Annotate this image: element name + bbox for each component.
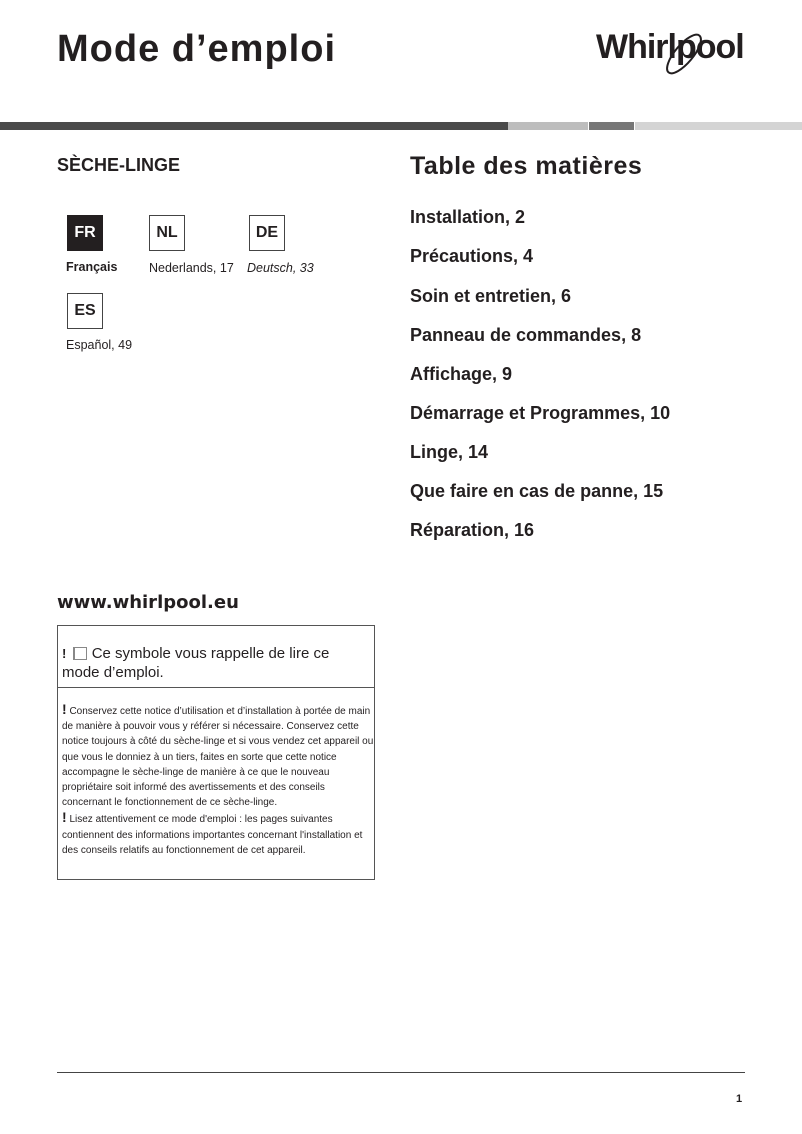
lang-nl[interactable]: NL bbox=[149, 215, 185, 251]
footer-divider bbox=[57, 1072, 745, 1073]
notice-box bbox=[57, 625, 375, 880]
toc-item[interactable]: Affichage, 9 bbox=[410, 364, 513, 384]
lang-fr-label: Français bbox=[66, 260, 118, 274]
warning-mark: ! bbox=[62, 701, 67, 717]
page-number: 1 bbox=[736, 1093, 743, 1105]
website-link[interactable]: www.whirlpool.eu bbox=[57, 592, 239, 613]
header-bar-mid bbox=[589, 122, 634, 130]
page-title: Mode d’emploi bbox=[57, 28, 336, 70]
lang-nl-label: Nederlands, 17 bbox=[149, 261, 234, 275]
warning-mark: ! bbox=[62, 646, 67, 661]
notice-headline: Ce symbole vous rappelle de lire ce mode d’emploi. bbox=[62, 645, 330, 681]
toc-item[interactable]: Panneau de commandes, 8 bbox=[410, 325, 642, 345]
toc-item[interactable]: Réparation, 16 bbox=[410, 520, 535, 540]
lang-de-label: Deutsch, 33 bbox=[247, 261, 314, 275]
notice-body bbox=[62, 702, 374, 858]
warning-mark: ! bbox=[62, 809, 67, 826]
whirlpool-logo bbox=[596, 28, 744, 67]
lang-de[interactable]: DE bbox=[249, 215, 285, 251]
lang-es[interactable]: ES bbox=[67, 293, 103, 329]
toc-item[interactable]: Démarrage et Programmes, 10 bbox=[410, 403, 671, 423]
toc-item[interactable]: Que faire en cas de panne, 15 bbox=[410, 481, 664, 501]
product-label: SÈCHE-LINGE bbox=[57, 155, 181, 175]
lang-fr[interactable]: FR bbox=[67, 215, 103, 251]
toc-item[interactable]: Précautions, 4 bbox=[410, 246, 534, 266]
header-bar-dark bbox=[0, 122, 508, 130]
notice-header bbox=[58, 626, 374, 688]
header-bar-pale bbox=[635, 122, 802, 130]
toc-title: Table des matières bbox=[410, 152, 643, 180]
toc-item[interactable]: Linge, 14 bbox=[410, 442, 489, 462]
notice-paragraph: Lisez attentivement ce mode d'emploi : les pages suivantes contiennent des informations importantes concernant l'installation et des conseils relatifs au fonctionnement de cet appareil. bbox=[62, 814, 363, 856]
notice-paragraph: Conservez cette notice d’utilisation et d’installation à portée de main de manière à pouvoir vous y référer si nécessaire. Conservez cette notice toujours à côté du sèche-linge et si vous vendez cet appareil ou que vous le donniez à un tiers, faites en sorte que cette notice accompagne le sèche-linge de manière à ce que le nouveau propriétaire soit informé des avertissements et des conseils concernant le fonctionnement de ce sèche-linge. bbox=[62, 706, 374, 809]
toc-item[interactable]: Soin et entretien, 6 bbox=[410, 286, 572, 306]
header-bar-light bbox=[508, 122, 588, 130]
logo-text: Whirlpool bbox=[596, 28, 744, 66]
lang-es-label: Español, 49 bbox=[66, 338, 133, 352]
toc-item[interactable]: Installation, 2 bbox=[410, 207, 526, 227]
book-icon bbox=[73, 647, 87, 660]
